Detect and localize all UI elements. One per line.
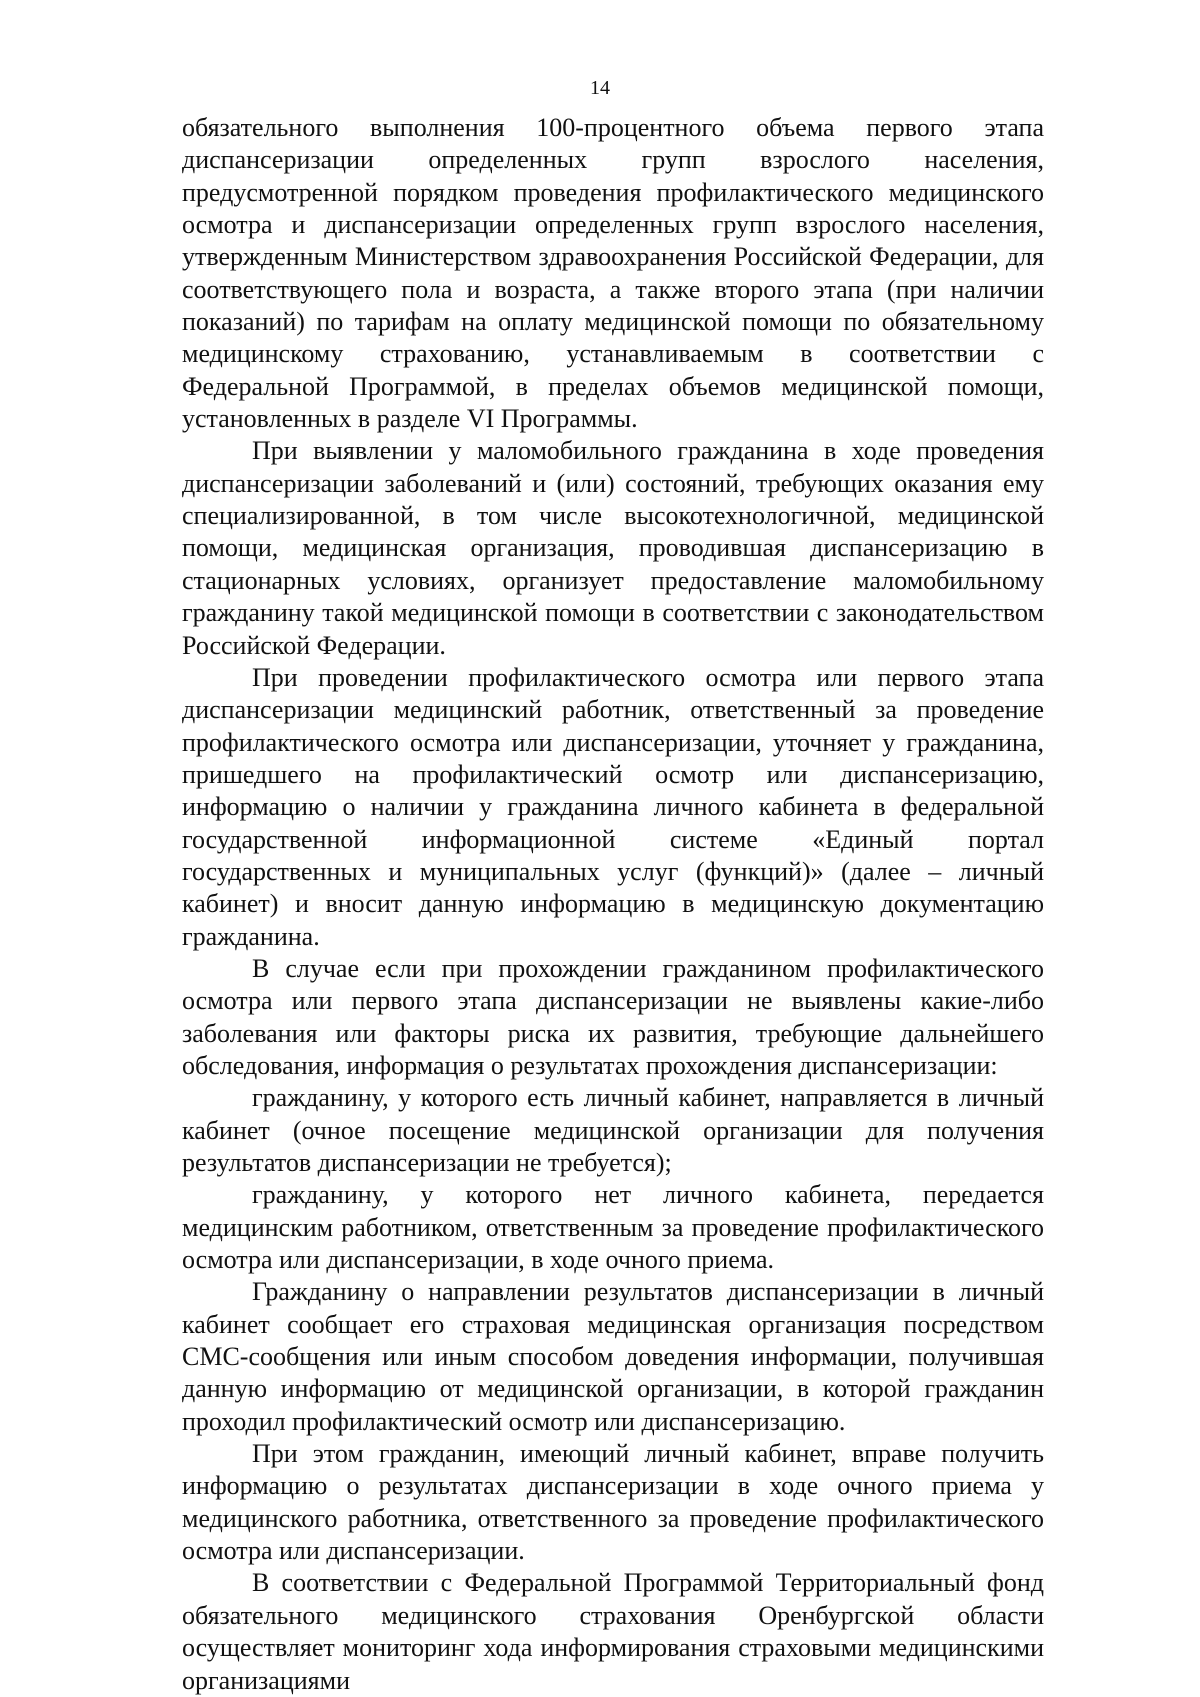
page-number: 14 <box>590 77 610 99</box>
paragraph-7: Гражданину о направлении результатов диспансеризации в личный кабинет сообщает его страховая медицинская организация посредством СМС-сообщения или иным способом доведения информации, получившая данную информацию от медицинской организации, в которой гражданин проходил профилактический осмотр или диспансеризацию. <box>182 1277 1044 1436</box>
paragraph-2: При выявлении у маломобильного гражданина в ходе проведения диспансеризации заболеваний и (или) состояний, требующих оказания ему специализированной, в том числе высокотехнологичной, медицинской помощи, медицинская организация, проводившая диспансеризацию в стационарных условиях, организует предоставление маломобильному гражданину такой медицинской помощи в соответствии с законодательством Российской Федерации. <box>182 436 1044 660</box>
paragraph-9: В соответствии с Федеральной Программой Территориальный фонд обязательного медицинского страхования Оренбургской области осуществляет мониторинг хода информирования страховыми медицинскими организациями <box>182 1568 1044 1695</box>
paragraph-5: гражданину, у которого есть личный кабинет, направляется в личный кабинет (очное посещение медицинской организации для получения результатов диспансеризации не требуется); <box>182 1083 1044 1177</box>
paragraph-1: обязательного выполнения 100-процентного объема первого этапа диспансеризации определенных групп взрослого населения, предусмотренной порядком проведения профилактического медицинского осмотра и диспансеризации определенных групп взрослого населения, утвержденным Министерством здравоохранения Российской Федерации, для соответствующего пола и возраста, а также второго этапа (при наличии показаний) по тарифам на оплату медицинской помощи по обязательному медицинскому страхованию, устанавливаемым в соответствии с Федеральной Программой, в пределах объемов медицинской помощи, установленных в разделе VI Программы. <box>182 113 1044 434</box>
paragraph-3: При проведении профилактического осмотра или первого этапа диспансеризации медицинский работник, ответственный за проведение профилактического осмотра или диспансеризации, уточняет у гражданина, пришедшего на профилактический осмотр или диспансеризацию, информацию о наличии у гражданина личного кабинета в федеральной государственной информационной системе «Единый портал государственных и муниципальных услуг (функций)» (далее – личный кабинет) и вносит данную информацию в медицинскую документацию гражданина. <box>182 662 1044 951</box>
paragraph-4: В случае если при прохождении гражданином профилактического осмотра или первого этапа диспансеризации не выявлены какие-либо заболевания или факторы риска их развития, требующие дальнейшего обследования, информация о результатах прохождения диспансеризации: <box>182 953 1044 1080</box>
document-body <box>182 112 1044 1697</box>
paragraph-8: При этом гражданин, имеющий личный кабинет, вправе получить информацию о результатах диспансеризации в ходе очного приема у медицинского работника, ответственного за проведение профилактического осмотра или диспансеризации. <box>182 1439 1044 1566</box>
paragraph-6: гражданину, у которого нет личного кабинета, передается медицинским работником, ответственным за проведение профилактического осмотра или диспансеризации, в ходе очного приема. <box>182 1180 1044 1275</box>
